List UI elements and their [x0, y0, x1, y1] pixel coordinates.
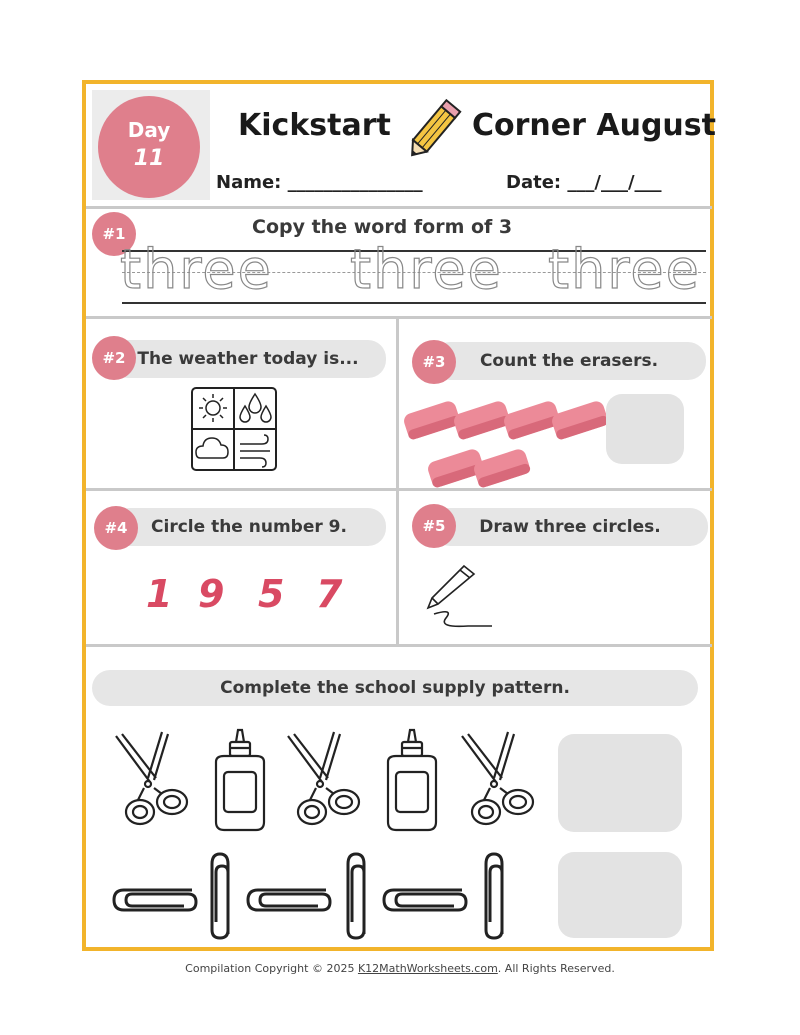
eraser-icon	[402, 399, 461, 440]
q2-prompt-pill	[110, 340, 386, 378]
divider	[86, 206, 712, 209]
writing-line-bottom	[122, 302, 706, 304]
number-option[interactable]: 1	[146, 572, 173, 616]
day-label: Day	[127, 118, 171, 142]
q5-prompt-pill	[432, 508, 708, 546]
number-option[interactable]: 5	[258, 572, 285, 616]
q3-answer-box[interactable]	[606, 394, 684, 464]
q3-prompt-pill	[432, 342, 706, 380]
pattern-row-1	[110, 720, 550, 836]
paperclip-icon	[212, 854, 228, 938]
name-field[interactable]: Name: _______________	[216, 172, 423, 193]
q2-prompt: The weather today is...	[137, 349, 359, 369]
q6-prompt: Complete the school supply pattern.	[220, 678, 570, 698]
divider	[86, 644, 712, 647]
q4-prompt: Circle the number 9.	[151, 517, 347, 537]
paperclip-icon	[384, 890, 466, 910]
q3-prompt: Count the erasers.	[479, 351, 659, 371]
date-field[interactable]: Date: ___/___/___	[506, 172, 662, 193]
eraser-icon	[550, 399, 608, 440]
paperclip-icon	[348, 854, 364, 938]
drawing-pencil-icon	[424, 562, 504, 634]
title-corner-august: Corner August	[472, 108, 716, 143]
q6-prompt-pill	[92, 670, 698, 706]
scissors-icon	[288, 732, 359, 824]
paperclip-icon	[114, 890, 196, 910]
paperclip-icon	[486, 854, 502, 938]
trace-word[interactable]: three	[350, 238, 503, 301]
q4-prompt-pill	[112, 508, 386, 546]
number-option[interactable]: 7	[316, 572, 343, 616]
weather-chart[interactable]	[190, 386, 278, 472]
footer-link[interactable]: K12MathWorksheets.com	[357, 962, 498, 975]
divider	[86, 316, 712, 319]
footer-suffix: . All Rights Reserved.	[497, 962, 615, 975]
erasers-group	[398, 388, 608, 488]
pattern-answer-box-2[interactable]	[558, 852, 682, 938]
title-kickstart: Kickstart	[238, 108, 391, 143]
q5-prompt: Draw three circles.	[479, 517, 661, 537]
badge-q3: #3	[412, 340, 456, 384]
scissors-icon	[462, 732, 533, 824]
paperclip-icon	[248, 890, 330, 910]
pattern-row-2	[110, 850, 530, 940]
badge-q1: #1	[92, 212, 136, 256]
copyright-footer	[0, 962, 800, 975]
glue-bottle-icon	[388, 730, 436, 830]
trace-word[interactable]: three	[548, 238, 701, 301]
glue-bottle-icon	[216, 730, 264, 830]
footer-prefix: Compilation Copyright © 2025	[185, 962, 358, 975]
badge-q4: #4	[94, 506, 138, 550]
q1-prompt: Copy the word form of 3	[252, 216, 513, 238]
day-badge	[98, 96, 200, 198]
number-option[interactable]: 9	[198, 572, 225, 616]
eraser-icon	[472, 447, 531, 488]
eraser-icon	[452, 399, 511, 440]
day-number: 11	[133, 146, 165, 171]
divider	[86, 488, 712, 491]
pencil-icon	[398, 94, 470, 164]
trace-word[interactable]: three	[120, 238, 273, 301]
pattern-answer-box-1[interactable]	[558, 734, 682, 832]
badge-q2: #2	[92, 336, 136, 380]
badge-q5: #5	[412, 504, 456, 548]
scissors-icon	[116, 732, 187, 824]
